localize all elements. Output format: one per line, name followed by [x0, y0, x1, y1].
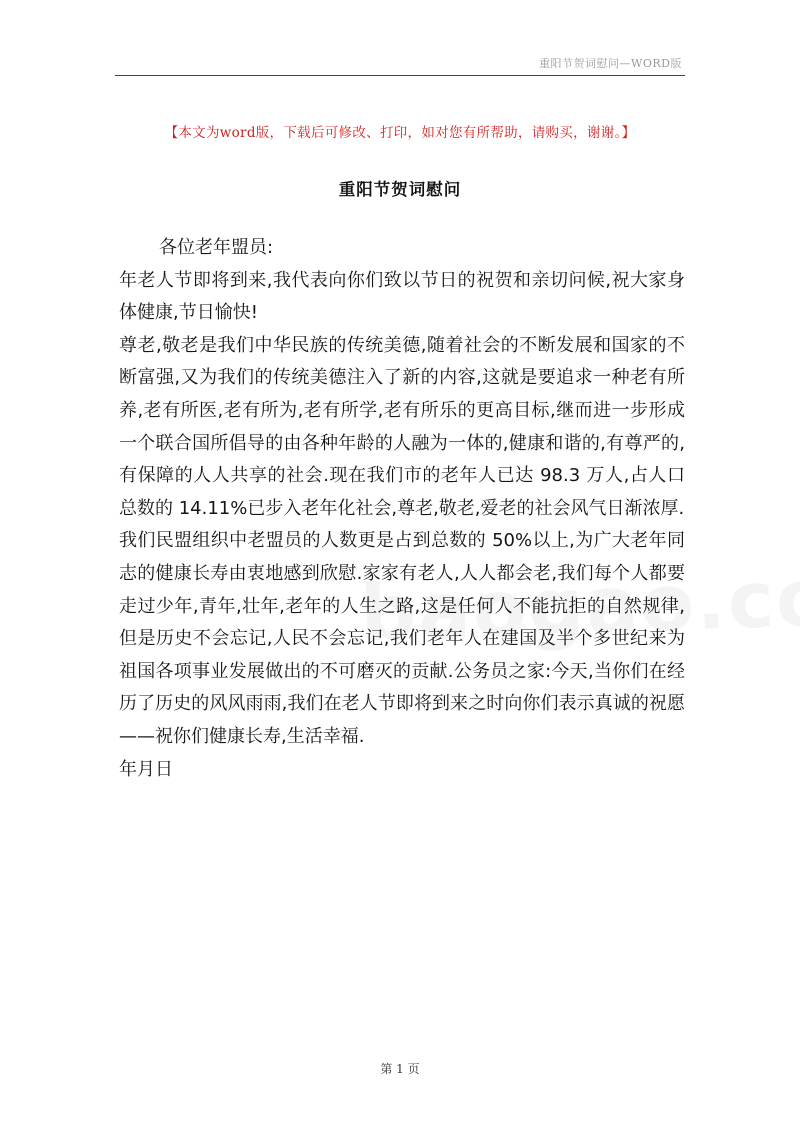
greeting: 各位老年盟员: [159, 237, 274, 258]
document-title: 重阳节贺词慰问 [338, 180, 462, 199]
paragraph-1: 年老人节即将到来,我代表向你们致以节日的祝贺和亲切问候,祝大家身体健康,节日愉快! [119, 269, 685, 324]
purchase-notice: 【本文为word版，下载后可修改、打印，如对您有所帮助，请购买，谢谢。】 [164, 125, 636, 141]
paragraph-3: 我们民盟组织中老盟员的人数更是占到总数的 50%以上,为广大老年同志的健康长寿由衷地感到欣慰.家家有老人,人人都会老,我们每个人都要走过少年,青年,壮年,老年的人生之路,这是任何人不能抗拒的自然规律,但是历史不会忘记,人民不会忘记,我们老年人在建国及半个多世纪来为祖国各项事业发展做出的不可磨灭的贡献.公务员之家:今天,当你们在经历了历史的风风雨雨,我们在老人节即将到来之时向你们表示真诚的祝愿——祝你们健康长寿,生活幸福. [119, 530, 685, 747]
document-body [119, 232, 685, 786]
page-number: 第 1 页 [380, 1062, 420, 1076]
date-line: 年月日 [119, 758, 173, 780]
paragraph-2: 尊老,敬老是我们中华民族的传统美德,随着社会的不断发展和国家的不断富强,又为我们的传统美德注入了新的内容,这就是要追求一种老有所养,老有所医,老有所为,老有所学,老有所乐的更高目标,继而进一步形成一个联合国所倡导的由各种年龄的人融为一体的,健康和谐的,有尊严的,有保障的人人共享的社会.现在我们市的老年人已达 98.3 万人,占人口总数的 14.11%已步入老年化社会,尊老,敬老,爱老的社会风气日渐浓厚. [119, 334, 685, 519]
running-header: 重阳节贺词慰问—WORD版 [539, 57, 682, 70]
header-rule [115, 75, 685, 76]
